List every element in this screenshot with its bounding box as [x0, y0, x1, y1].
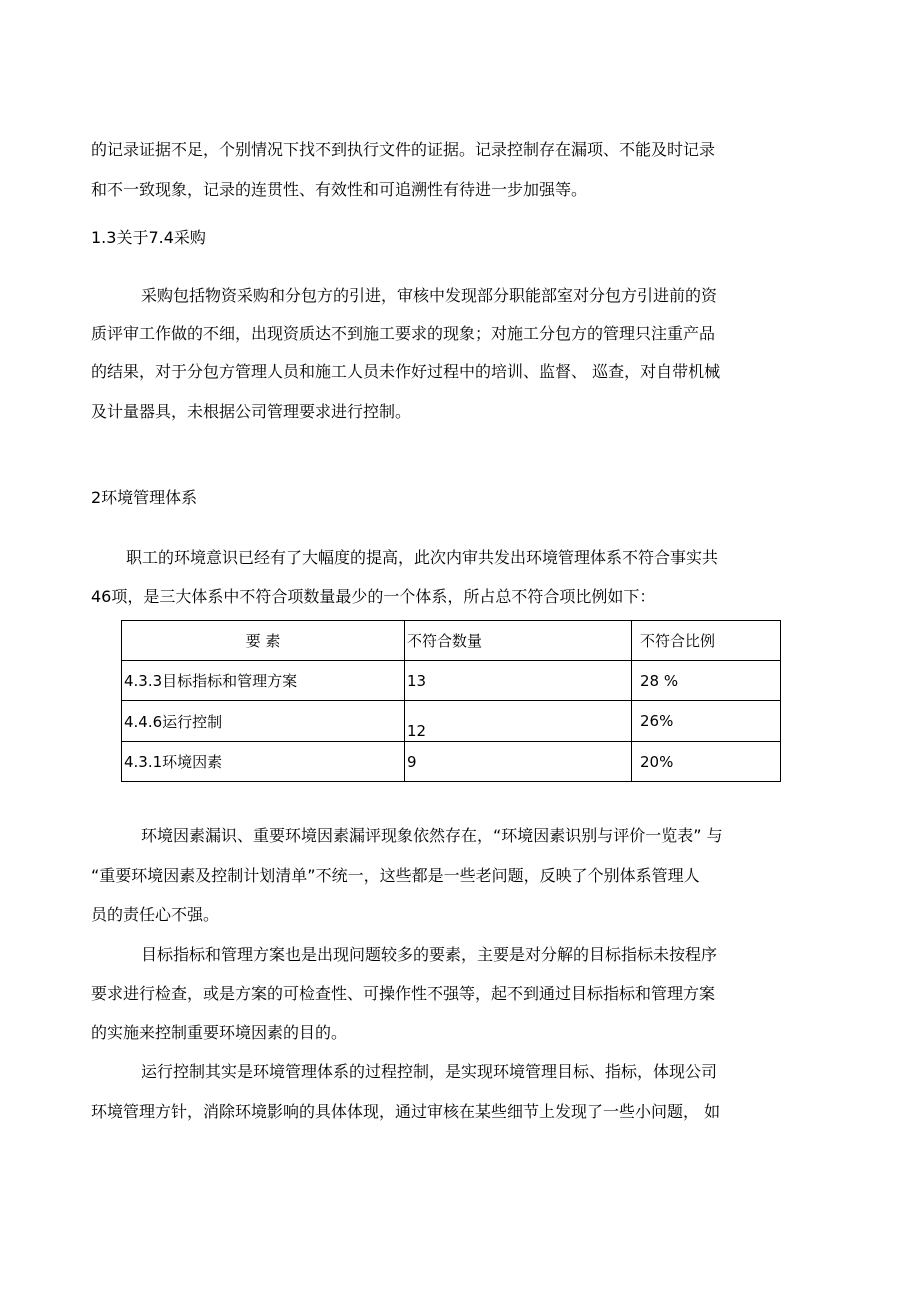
table-cell: 28 % — [632, 661, 781, 701]
paragraph-line: “重要环境因素及控制计划清单”不统一，这些都是一些老问题，反映了个别体系管理人 — [91, 866, 700, 885]
table-cell: 9 — [405, 742, 632, 782]
table-header-cell: 要 素 — [122, 621, 405, 661]
paragraph-line: 的实施来控制重要环境因素的目的。 — [91, 1023, 348, 1042]
paragraph-line: 环境因素漏识、重要环境因素漏评现象依然存在，“环境因素识别与评价一览表” 与 — [141, 826, 723, 845]
table-header-row — [122, 621, 781, 661]
table-cell: 4.3.1环境因素 — [122, 742, 405, 782]
paragraph-line: 环境管理方针，消除环境影响的具体体现，通过审核在某些细节上发现了一些小问题， 如 — [91, 1102, 721, 1121]
table-header-cell: 不符合比例 — [632, 621, 781, 661]
table-row — [122, 742, 781, 782]
paragraph-line: 及计量器具，未根据公司管理要求进行控制。 — [91, 402, 412, 421]
paragraph-line: 的记录证据不足，个别情况下找不到执行文件的证据。记录控制存在漏项、不能及时记录 — [91, 140, 716, 159]
table-row — [122, 701, 781, 742]
table-cell: 20% — [632, 742, 781, 782]
table-cell: 26% — [632, 701, 781, 742]
table-cell: 4.3.3目标指标和管理方案 — [122, 661, 405, 701]
table-header-cell: 不符合数量 — [405, 621, 632, 661]
paragraph-line: 要求进行检查，或是方案的可检查性、可操作性不强等，起不到通过目标指标和管理方案 — [91, 984, 716, 1003]
table-cell: 13 — [405, 661, 632, 701]
section-heading-2: 2环境管理体系 — [91, 488, 198, 507]
section-heading-1-3: 1.3关于7.4采购 — [91, 228, 206, 247]
paragraph-line: 和不一致现象，记录的连贯性、有效性和可追溯性有待进一步加强等。 — [91, 180, 588, 199]
table-cell: 12 — [405, 701, 632, 742]
paragraph-line: 职工的环境意识已经有了大幅度的提高，此次内审共发出环境管理体系不符合事实共 — [126, 548, 719, 567]
paragraph-line: 运行控制其实是环境管理体系的过程控制，是实现环境管理目标、指标，体现公司 — [141, 1062, 718, 1081]
paragraph-line: 46项，是三大体系中不符合项数量最少的一个体系，所占总不符合项比例如下： — [91, 587, 656, 606]
paragraph-line: 员的责任心不强。 — [91, 905, 220, 924]
paragraph-line: 采购包括物资采购和分包方的引进，审核中发现部分职能部室对分包方引进前的资 — [141, 286, 718, 305]
paragraph-line: 质评审工作做的不细，出现资质达不到施工要求的现象；对施工分包方的管理只注重产品 — [91, 324, 716, 343]
paragraph-line: 目标指标和管理方案也是出现问题较多的要素，主要是对分解的目标指标未按程序 — [141, 945, 718, 964]
paragraph-line: 的结果，对于分包方管理人员和施工人员未作好过程中的培训、监督、 巡查，对自带机械 — [91, 362, 721, 381]
nonconformity-table — [121, 620, 781, 782]
table-cell: 4.4.6运行控制 — [122, 701, 405, 742]
table-row — [122, 661, 781, 701]
